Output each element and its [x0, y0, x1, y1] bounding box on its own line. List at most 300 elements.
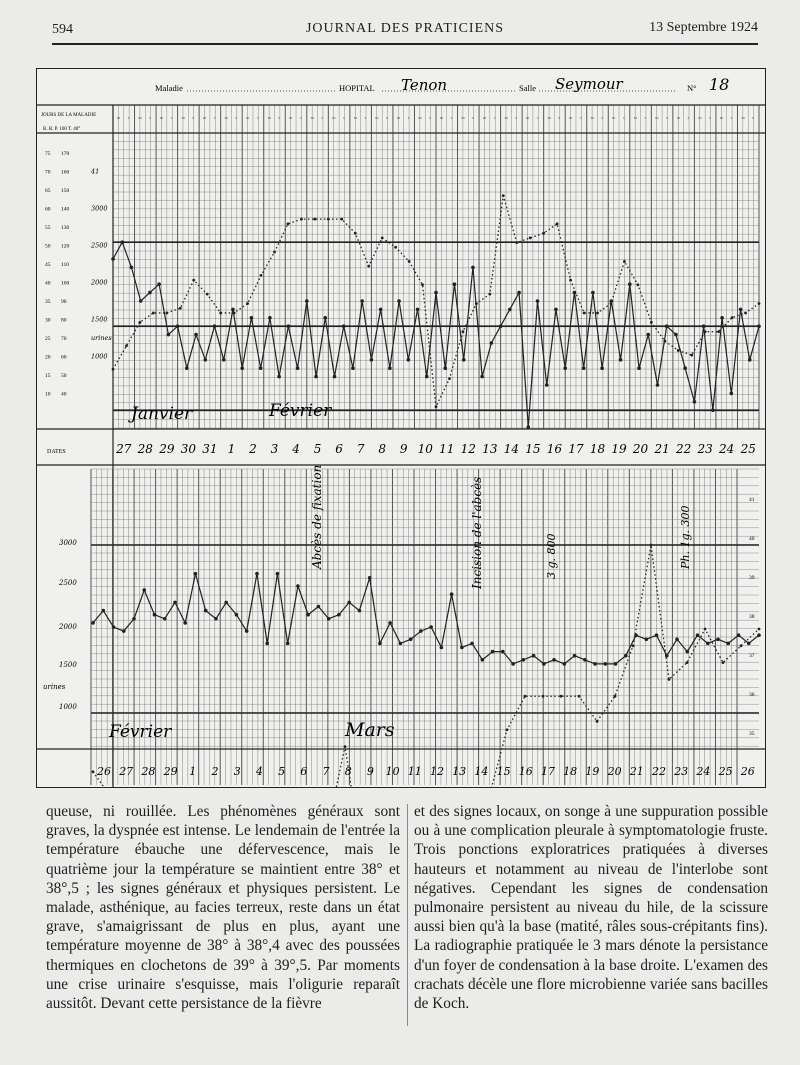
urine-point: [354, 232, 357, 235]
temperature-point: [203, 358, 207, 362]
urine-point: [690, 354, 693, 357]
annotation-3g800: 3 g. 800: [545, 533, 558, 579]
temperature-point: [675, 638, 679, 642]
temperature-point: [471, 266, 475, 270]
date-label: 26: [740, 765, 755, 778]
urine-point: [340, 218, 343, 221]
text-column-left: queuse, ni rouillée. Les phénomènes généraux sont graves, la dyspnée est intense. Le lendemain de l'entrée la température ébauche une défervescence, mais le quatrième jour la température se maintient entre 38° et 38°,5 ; les signes généraux et physiques persistent. Le malade, asthénique, au facies terreux, reste dans un état grave, s'amaigrissant de plus en plus, ayant une température moyenne de 38° à 38°,4 avec des poussées thermiques en clochetons de 39° à 39°,5. Par moments une crise urinaire s'esquisse, mais l'oligurie reparaît aussitôt. Devant cette persistance de la fièvre: [46, 803, 400, 1013]
temperature-point: [536, 299, 540, 303]
axis-tick-temp: 39: [749, 575, 755, 581]
axis-tick-urine: 1500: [59, 661, 77, 669]
temperature-point: [443, 366, 447, 370]
date-label: 12: [460, 442, 476, 456]
jour-marker: s: [644, 115, 647, 120]
temperature-point: [720, 316, 724, 320]
axis-tick-temp: 36: [749, 692, 755, 698]
urine-point: [300, 218, 303, 221]
temperature-point: [542, 662, 546, 666]
temperature-point: [490, 341, 494, 345]
date-label: 24: [719, 442, 735, 456]
date-label: 3: [233, 765, 241, 778]
axis-tick-p: 100: [61, 280, 70, 287]
temperature-point: [604, 662, 608, 666]
temperature-point: [224, 601, 228, 605]
urine-point: [448, 377, 451, 380]
date-label: 2: [249, 442, 257, 456]
axis-tick-r: 25: [45, 336, 51, 342]
temperature-point: [757, 633, 761, 637]
temperature-point: [163, 617, 167, 621]
jour-marker: m: [569, 115, 573, 120]
jour-marker: s: [601, 115, 604, 120]
temperature-point: [737, 633, 741, 637]
temperature-point: [522, 658, 526, 662]
temperature-point: [480, 375, 484, 379]
bottom-chart-dates: [96, 765, 755, 778]
date-label: 6: [300, 765, 308, 778]
jour-marker: m: [332, 115, 336, 120]
axis-tick-r: 50: [45, 243, 51, 250]
date-label: 20: [632, 442, 649, 456]
temperature-chart-sheet: [36, 68, 766, 788]
jour-marker: s: [687, 115, 690, 120]
temperature-point: [554, 308, 558, 312]
axis-tick-urine: 3000: [59, 539, 77, 547]
temperature-point: [231, 308, 235, 312]
jour-marker: s: [386, 115, 388, 120]
date-label: 13: [482, 442, 498, 456]
temperature-point: [142, 588, 146, 592]
date-label: 22: [652, 765, 666, 778]
temperature-point: [388, 621, 392, 625]
temperature-point: [655, 633, 659, 637]
temperature-point: [600, 366, 604, 370]
urine-point: [327, 218, 330, 221]
urine-point: [636, 283, 639, 286]
temperature-point: [167, 333, 171, 337]
urine-point: [287, 222, 290, 225]
date-label: 5: [313, 442, 322, 456]
axis-tick-r: 15: [45, 373, 51, 379]
temperature-point: [153, 613, 157, 617]
axis-tick-r: 55: [45, 225, 51, 231]
urine-point: [488, 293, 491, 296]
jour-marker: m: [655, 115, 659, 120]
temperature-point: [407, 358, 411, 362]
temperature-point: [748, 358, 752, 362]
temperature-point: [646, 333, 650, 337]
temperature-point: [337, 613, 341, 617]
urine-point: [139, 321, 142, 324]
temperature-point: [425, 375, 429, 379]
temperature-point: [194, 572, 198, 576]
jour-marker: s: [192, 115, 194, 120]
axis-tick-p: 130: [61, 225, 70, 231]
temperature-point: [213, 324, 217, 328]
column-divider: [407, 804, 408, 1026]
axis-tick-p: 160: [61, 169, 70, 176]
jour-marker: m: [267, 115, 271, 120]
temperature-point: [644, 638, 648, 642]
salle-label: Salle: [519, 83, 536, 93]
jour-marker: m: [353, 115, 357, 120]
month-label-janvier: Janvier: [131, 404, 193, 424]
jour-marker: m: [224, 115, 228, 120]
temperature-point: [323, 316, 327, 320]
jour-marker: s: [213, 115, 216, 120]
temperature-point: [693, 400, 697, 404]
axis-tick-urine: urines: [91, 334, 112, 342]
jour-marker: m: [440, 115, 444, 120]
urine-point: [506, 728, 509, 731]
temperature-point: [683, 366, 687, 370]
date-label: 1: [189, 765, 197, 778]
urine-point: [686, 661, 689, 664]
jour-marker: m: [612, 115, 616, 120]
number-value: 18: [709, 75, 730, 94]
annotation-ph-1g300: Ph. 1g. 300: [679, 505, 692, 569]
number-label: N°: [687, 83, 697, 93]
temperature-point: [517, 291, 521, 295]
axis-tick-urine: 3000: [91, 204, 108, 213]
axis-tick-urine: 41: [91, 167, 100, 176]
date-label: 11: [439, 442, 455, 456]
axis-tick-r: 20: [45, 354, 51, 361]
urine-point: [650, 321, 653, 324]
axis-tick-urine: 1000: [91, 352, 108, 361]
date-label: 26: [97, 765, 111, 778]
axis-tick-urine: 2500: [59, 579, 77, 587]
jour-marker: m: [504, 115, 508, 120]
urine-point: [717, 330, 720, 333]
temperature-point: [462, 358, 466, 362]
urine-point: [219, 312, 222, 315]
axis-tick-temp: 37: [749, 653, 755, 659]
month-label-fevrier: Février: [269, 401, 332, 421]
annotation-incision-abces: Incision de l'abcès: [470, 476, 484, 589]
temperature-point: [130, 266, 134, 270]
jour-marker: s: [170, 115, 173, 120]
temperature-point: [287, 324, 291, 328]
date-label: 25: [718, 765, 733, 778]
temperature-point: [111, 257, 115, 261]
axis-tick-r: 65: [45, 188, 51, 194]
urine-point: [542, 695, 545, 698]
date-label: 4: [255, 765, 263, 778]
jour-marker: m: [138, 115, 142, 120]
date-label: 9: [366, 765, 374, 778]
temperature-point: [739, 308, 743, 312]
temperature-point: [470, 642, 474, 646]
jour-marker: m: [396, 115, 401, 120]
temperature-point: [296, 366, 300, 370]
temperature-point: [674, 333, 678, 337]
axis-tick-r: 70: [45, 169, 51, 176]
bottom-chart-data: [91, 544, 761, 787]
date-label: 17: [568, 442, 584, 456]
urine-point: [722, 661, 725, 664]
axis-tick-urine: urines: [43, 683, 66, 691]
temperature-point: [619, 358, 623, 362]
temperature-point: [624, 654, 628, 658]
jour-marker: m: [289, 115, 293, 120]
date-label: 22: [675, 442, 692, 456]
article-text: [46, 802, 768, 1032]
temperature-point: [255, 572, 259, 576]
axis-tick-p: 60: [61, 354, 67, 361]
temperature-line: [93, 574, 759, 664]
jour-marker: m: [181, 115, 185, 120]
date-label: 23: [697, 442, 713, 456]
temperature-point: [696, 633, 700, 637]
jour-marker: s: [493, 115, 496, 120]
urine-line: [93, 545, 759, 787]
temperature-point: [481, 658, 485, 662]
date-label: 19: [611, 442, 627, 456]
urine-point: [260, 274, 263, 277]
annotation-abces-fixation: Abcès de fixation: [310, 464, 324, 569]
urine-point: [125, 344, 128, 347]
jour-marker: s: [666, 115, 668, 120]
axis-tick-p: 110: [61, 262, 70, 268]
temperature-point: [388, 366, 392, 370]
jour-marker: s: [536, 115, 539, 120]
date-label: 10: [417, 442, 433, 456]
axis-tick-r: 40: [45, 280, 51, 287]
jour-marker: m: [203, 115, 207, 120]
urine-point: [663, 340, 666, 343]
urine-point: [650, 544, 653, 547]
urine-point: [740, 644, 743, 647]
date-label: 2: [211, 765, 219, 778]
temperature-point: [157, 282, 161, 286]
dates-label: DATES: [47, 449, 66, 455]
jour-marker: s: [429, 115, 431, 120]
axis-tick-urine: 1000: [59, 703, 77, 711]
temperature-point: [716, 638, 720, 642]
jour-marker: m: [461, 115, 465, 120]
temperature-point: [250, 316, 254, 320]
temperature-point: [614, 662, 618, 666]
jours-maladie-label: JOURS DE LA MALADIE: [41, 113, 97, 118]
hopital-value: Tenon: [401, 76, 448, 94]
date-label: 28: [137, 442, 153, 456]
temperature-point: [416, 308, 420, 312]
page-number: 594: [52, 22, 73, 37]
axis-tick-r: 75: [45, 151, 51, 157]
urine-point: [569, 279, 572, 282]
urine-point: [165, 312, 168, 315]
urine-point: [233, 312, 236, 315]
temperature-point: [265, 642, 269, 646]
temperature-point: [440, 646, 444, 650]
jour-marker: m: [547, 115, 551, 120]
temperature-point: [409, 638, 413, 642]
jour-marker: m: [117, 115, 121, 120]
temperature-point: [296, 584, 300, 588]
jour-marker: s: [235, 115, 237, 120]
jour-marker: m: [160, 115, 164, 120]
date-label: 29: [159, 442, 175, 456]
date-label: 21: [654, 442, 670, 456]
axis-tick-temp: 38: [749, 614, 755, 620]
temperature-point: [91, 621, 95, 625]
urine-point: [529, 237, 532, 240]
date-label: 31: [202, 442, 218, 456]
urine-point: [524, 695, 527, 698]
temperature-point: [501, 650, 505, 654]
jour-marker: s: [149, 115, 151, 120]
axis-tick-r: 35: [45, 299, 51, 305]
temperature-point: [276, 572, 280, 576]
date-label: 12: [430, 765, 444, 778]
jour-marker: s: [450, 115, 453, 120]
urine-point: [502, 194, 505, 197]
jour-marker: m: [698, 115, 702, 120]
temperature-point: [379, 308, 383, 312]
urine-point: [583, 312, 586, 315]
jour-marker: s: [278, 115, 281, 120]
axis-tick-temp: 41: [749, 497, 755, 503]
temperature-point: [360, 299, 364, 303]
urine-point: [313, 218, 316, 221]
temperature-point: [563, 662, 567, 666]
temperature-point: [460, 646, 464, 650]
date-label: 24: [696, 765, 711, 778]
date-label: 11: [407, 765, 422, 778]
jour-marker: m: [526, 115, 530, 120]
jour-marker: s: [579, 115, 582, 120]
urine-point: [515, 241, 518, 244]
date-label: 17: [541, 765, 555, 778]
axis-tick-temp: 40: [749, 536, 755, 542]
urine-point: [677, 349, 680, 352]
jour-marker: m: [741, 115, 745, 120]
urine-point: [744, 312, 747, 315]
jour-marker: m: [633, 115, 637, 120]
urine-point: [614, 695, 617, 698]
urine-point: [435, 405, 438, 408]
urine-point: [596, 312, 599, 315]
jour-marker: s: [364, 115, 367, 120]
date-label: 20: [607, 765, 622, 778]
urine-point: [192, 279, 195, 282]
temperature-point: [499, 324, 503, 328]
temperature-point: [593, 662, 597, 666]
temperature-point: [730, 392, 734, 396]
urine-point: [758, 628, 761, 631]
journal-title: JOURNAL DES PRATICIENS: [305, 21, 505, 36]
temperature-point: [665, 324, 669, 328]
date-label: 7: [356, 442, 365, 456]
date-label: 30: [180, 442, 197, 456]
bottom-chart-axis-labels: [43, 497, 755, 737]
jour-marker: m: [483, 115, 487, 120]
temperature-point: [370, 358, 374, 362]
date-label: 18: [563, 765, 578, 778]
temperature-point: [240, 366, 244, 370]
month-label-mars: Mars: [345, 719, 395, 741]
temperature-point: [399, 642, 403, 646]
temperature-point: [222, 358, 226, 362]
urine-point: [556, 222, 559, 225]
header-rule: [52, 43, 758, 45]
temperature-point: [194, 333, 198, 337]
temperature-point: [120, 240, 124, 244]
temperature-point: [122, 629, 126, 633]
date-label: 15: [496, 765, 511, 778]
temperature-point: [706, 642, 710, 646]
urine-point: [462, 330, 465, 333]
temperature-point: [351, 366, 355, 370]
temperature-point: [419, 629, 423, 633]
jour-marker: s: [321, 115, 324, 120]
axis-tick-p: 50: [61, 373, 67, 379]
temperature-point: [453, 282, 457, 286]
temperature-point: [317, 605, 321, 609]
month-label-fevrier-2: Février: [109, 722, 172, 742]
jour-marker: m: [590, 115, 594, 120]
date-label: 16: [546, 442, 563, 456]
urine-point: [112, 368, 115, 371]
jour-marker: s: [752, 115, 754, 120]
temperature-point: [526, 425, 530, 429]
axis-tick-urine: 1500: [91, 315, 108, 324]
urine-point: [632, 644, 635, 647]
temperature-point: [511, 662, 515, 666]
temperature-point: [286, 642, 290, 646]
jour-marker: s: [515, 115, 517, 120]
axis-tick-p: 170: [61, 151, 70, 157]
issue-date: 13 Septembre 1924: [649, 20, 758, 35]
urine-point: [367, 265, 370, 268]
axis-tick-p: 40: [61, 391, 67, 398]
temperature-point: [563, 366, 567, 370]
axis-tick-p: 90: [61, 299, 67, 305]
date-label: 1: [227, 442, 236, 456]
urine-point: [704, 628, 707, 631]
urine-point: [381, 237, 384, 240]
temperature-point: [176, 324, 180, 328]
axis-tick-p: 80: [61, 317, 67, 324]
temperature-point: [347, 601, 351, 605]
jour-marker: m: [310, 115, 314, 120]
hopital-label: HOPITAL: [339, 83, 375, 93]
date-label: 27: [116, 442, 132, 456]
urine-point: [273, 251, 276, 254]
jour-marker: m: [719, 115, 724, 120]
temperature-point: [378, 642, 382, 646]
temperature-point: [583, 658, 587, 662]
axis-tick-r: 30: [45, 317, 51, 324]
date-label: 8: [344, 765, 352, 778]
chart-svg: [37, 69, 765, 787]
jour-marker: s: [623, 115, 625, 120]
temperature-point: [628, 282, 632, 286]
date-label: 27: [119, 765, 134, 778]
jour-marker: s: [407, 115, 410, 120]
urine-point: [610, 302, 613, 305]
jour-marker: s: [558, 115, 560, 120]
jour-marker: m: [676, 115, 680, 120]
temperature-point: [235, 613, 239, 617]
temperature-point: [757, 324, 761, 328]
temperature-point: [204, 609, 208, 613]
temperature-point: [245, 629, 249, 633]
temperature-point: [368, 576, 372, 580]
date-label: 18: [589, 442, 606, 456]
urine-point: [704, 330, 707, 333]
